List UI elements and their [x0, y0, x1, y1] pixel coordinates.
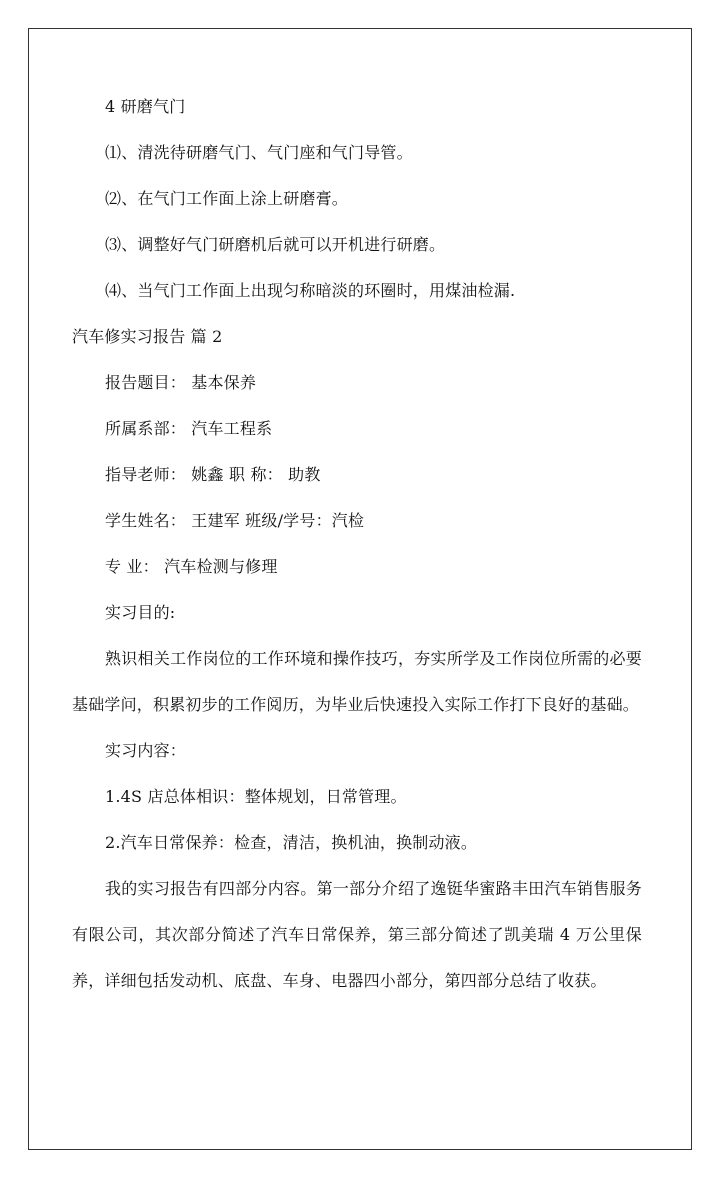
grind-heading: 4 研磨气门: [105, 97, 186, 116]
document-body: [72, 96, 642, 992]
step-1: ⑴、清洗待研磨气门、气门座和气门导管。: [105, 143, 413, 162]
purpose-paragraph: 熟识相关工作岗位的工作环境和操作技巧，夯实所学及工作岗位所需的必要基础学问，积累初步的工作阅历，为毕业后快速投入实际工作打下良好的基础。: [72, 649, 642, 714]
report-topic: 报告题目： 基本保养: [105, 373, 257, 392]
major: 专 业： 汽车检测与修理: [105, 557, 278, 576]
content-label: 实习内容：: [105, 741, 187, 760]
summary-paragraph: 我的实习报告有四部分内容。第一部分介绍了逸铤华蜜路丰田汽车销售服务有限公司，其次部分简述了汽车日常保养，第三部分简述了凯美瑞 4 万公里保养，详细包括发动机、底盘、车身、电器四小部分，第四部分总结了收获。: [72, 879, 642, 990]
department: 所属系部： 汽车工程系: [105, 419, 273, 438]
step-3: ⑶、调整好气门研磨机后就可以开机进行研磨。: [105, 235, 446, 254]
advisor: 指导老师： 姚鑫 职 称： 助教: [105, 465, 321, 484]
step-2: ⑵、在气门工作面上涂上研磨膏。: [105, 189, 349, 208]
content-item-1: 1.4S 店总体相识：整体规划，日常管理。: [105, 787, 407, 806]
section-title: 汽车修实习报告 篇 2: [72, 327, 223, 346]
step-4: ⑷、当气门工作面上出现匀称暗淡的环圈时，用煤油检漏.: [105, 281, 516, 300]
content-item-2: 2.汽车日常保养：检查，清洁，换机油，换制动液。: [105, 833, 478, 852]
purpose-label: 实习目的:: [105, 603, 176, 622]
student: 学生姓名： 王建军 班级/学号：汽检: [105, 511, 365, 530]
